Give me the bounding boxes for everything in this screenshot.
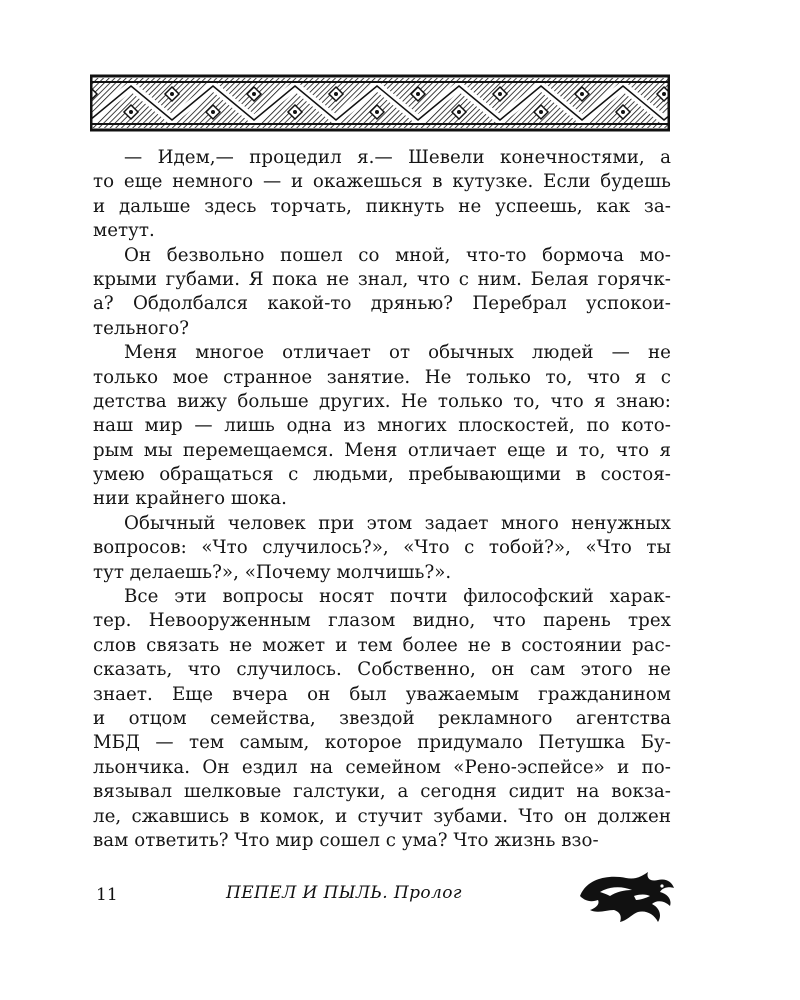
dragon-emblem-icon	[576, 870, 676, 926]
text-line: нии крайнего шока.	[93, 488, 288, 510]
book-title: ПЕПЕЛ И ПЫЛЬ.	[226, 883, 389, 903]
text-line: тут делаешь?», «Почему молчишь?».	[93, 561, 452, 583]
text-line: вязывал шелковые галстуки, а сегодня сидит на вокза-	[93, 781, 671, 803]
ornament-dot	[662, 92, 666, 96]
text-line: знает. Еще вчера он был уважаемым гражданином	[93, 683, 671, 705]
text-line: — Идем,— процедил я.— Шевели конечностями, а	[124, 147, 671, 168]
text-line: только мое странное занятие. Не только то, что я с	[93, 366, 671, 388]
ornamental-border-icon	[90, 74, 670, 132]
ornament-dot	[375, 110, 379, 114]
text-line: наш мир — лишь одна из многих плоскостей, по кото-	[93, 415, 671, 437]
text-line: ле, сжавшись в комок, и стучит зубами. Что он должен	[93, 805, 671, 827]
ornament-dot	[416, 92, 420, 96]
text-line: крыми губами. Я пока не знал, что с ним. Белая горячк-	[93, 268, 671, 290]
text-line: Меня многое отличает от обычных людей — не	[124, 342, 671, 364]
text-line: умею обращаться с людьми, пребывающими в состоя-	[93, 464, 671, 486]
text-line: Обычный человек при этом задает много ненужных	[124, 512, 671, 534]
text-line: Все эти вопросы носят почти философский харак-	[124, 586, 671, 608]
text-line: льончика. Он ездил на семейном «Рено-эспейсе» и по-	[93, 756, 671, 778]
text-line: метут.	[93, 220, 155, 242]
ornament-dot	[457, 110, 461, 114]
text-line: тельного?	[93, 317, 190, 339]
ornament-dot	[580, 92, 584, 96]
text-line: сказать, что случилось. Собственно, он сам этого не	[93, 659, 671, 681]
text-line: а? Обдолбался какой-то дрянью? Перебрал успокои-	[93, 293, 671, 315]
text-line: Он безвольно пошел со мной, что-то бормоча мо-	[124, 244, 671, 266]
page-number: 11	[96, 885, 118, 905]
text-line: то еще немного — и окажешься в кутузке. Если будешь	[93, 171, 671, 193]
ornament-dot	[539, 110, 543, 114]
text-line: детства вижу больше других. Не только то, что я знаю:	[93, 390, 671, 412]
body-text	[93, 146, 671, 853]
ornament-dot	[334, 92, 338, 96]
text-line: слов связать не может и тем более не в состоянии рас-	[93, 634, 671, 656]
running-title	[226, 883, 462, 903]
ornament-dot	[170, 92, 174, 96]
ornament-dot	[293, 110, 297, 114]
ornament-dot	[211, 110, 215, 114]
text-line: и отцом семейства, звездой рекламного агентства	[93, 707, 671, 729]
text-line: рым мы перемещаемся. Меня отличает еще и то, что я	[93, 439, 671, 461]
text-line: вам ответить? Что мир сошел с ума? Что жизнь взо-	[93, 829, 599, 851]
page-footer	[0, 870, 800, 940]
section-title: Пролог	[393, 883, 462, 903]
ornament-dot	[621, 110, 625, 114]
text-line: и дальше здесь торчать, пикнуть не успеешь, как за-	[93, 195, 671, 217]
ornament-dot	[252, 92, 256, 96]
text-line: тер. Невооруженным глазом видно, что парень трех	[93, 610, 671, 632]
text-line: МБД — тем самым, которое придумало Петушка Бу-	[93, 732, 671, 754]
ornament-dot	[129, 110, 133, 114]
ornament-dot	[498, 92, 502, 96]
text-line: вопросов: «Что случилось?», «Что с тобой?», «Что ты	[93, 537, 671, 559]
